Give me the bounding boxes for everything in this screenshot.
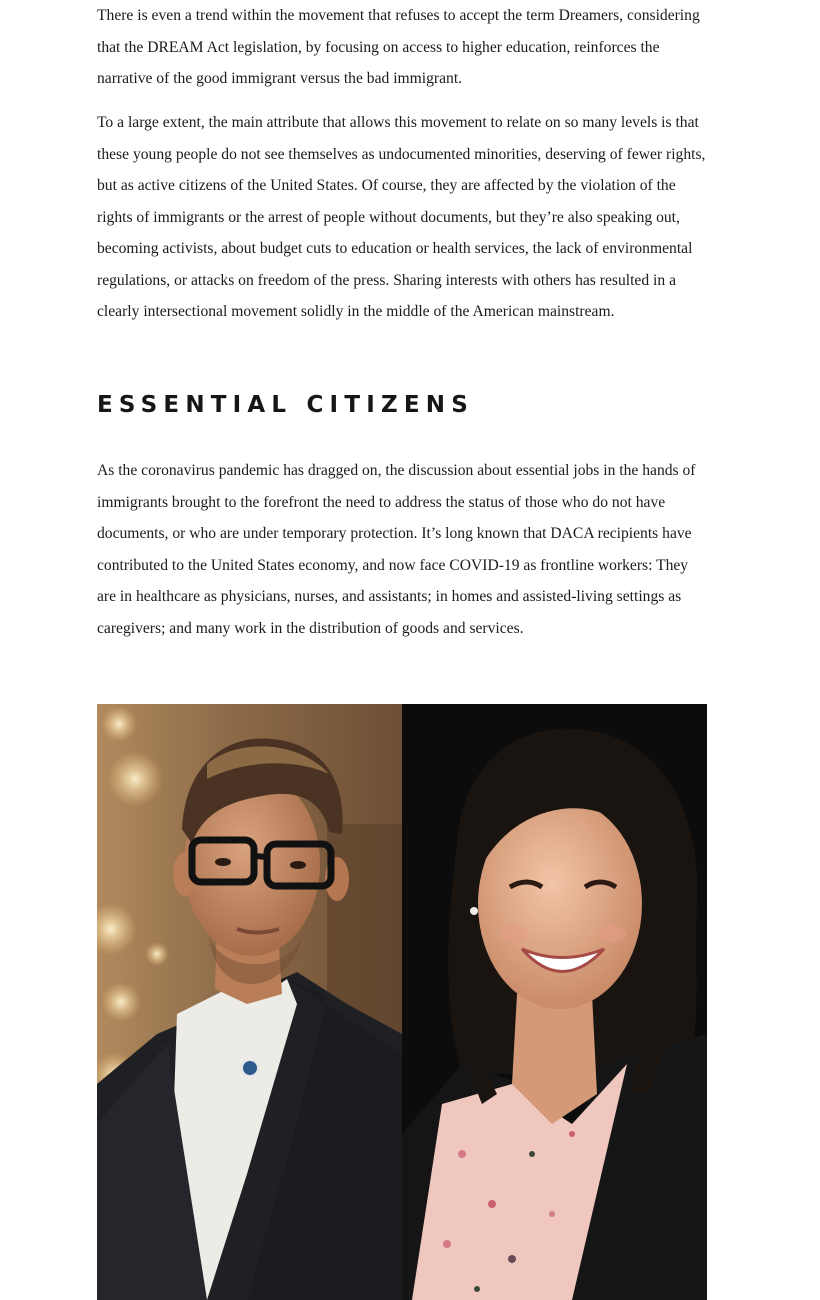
paragraph-dreamers-term: There is even a trend within the movement that refuses to accept the term Dreamers, considering that the DREAM Act legislation, by focusing on access to higher education, reinforces the narrative of the good immigrant versus the bad immigrant. [97,7,700,87]
portrait-photos [97,704,707,1300]
paragraph-active-citizens: To a large extent, the main attribute that allows this movement to relate on so many levels is that these young people do not see themselves as undocumented minorities, deserving of fewer rights, but as active citizens of the United States. Of course, they are affected by the violation of the rights of immigrants or the arrest of people without documents, but they’re also speaking out, becoming activists, about budget cuts to education or health services, the lack of environmental regulations, or attacks on freedom of the press. Sharing interests with others has resulted in a clearly intersectional movement solidly in the middle of the American mainstream. [97,114,706,320]
portrait-photo-man [97,704,402,1300]
section-heading: ESSENTIAL CITIZENS [97,392,474,418]
paragraph-essential-workers: As the coronavirus pandemic has dragged on, the discussion about essential jobs in the hands of immigrants brought to the forefront the need to address the status of those who do not have documents, or who are under temporary protection. It’s long known that DACA recipients have contributed to the United States economy, and now face COVID-19 as frontline workers: They are in healthcare as physicians, nurses, and assistants; in homes and assisted-living settings as caregivers; and many work in the distribution of goods and services. [97,462,696,637]
portrait-photo-woman [402,704,707,1300]
